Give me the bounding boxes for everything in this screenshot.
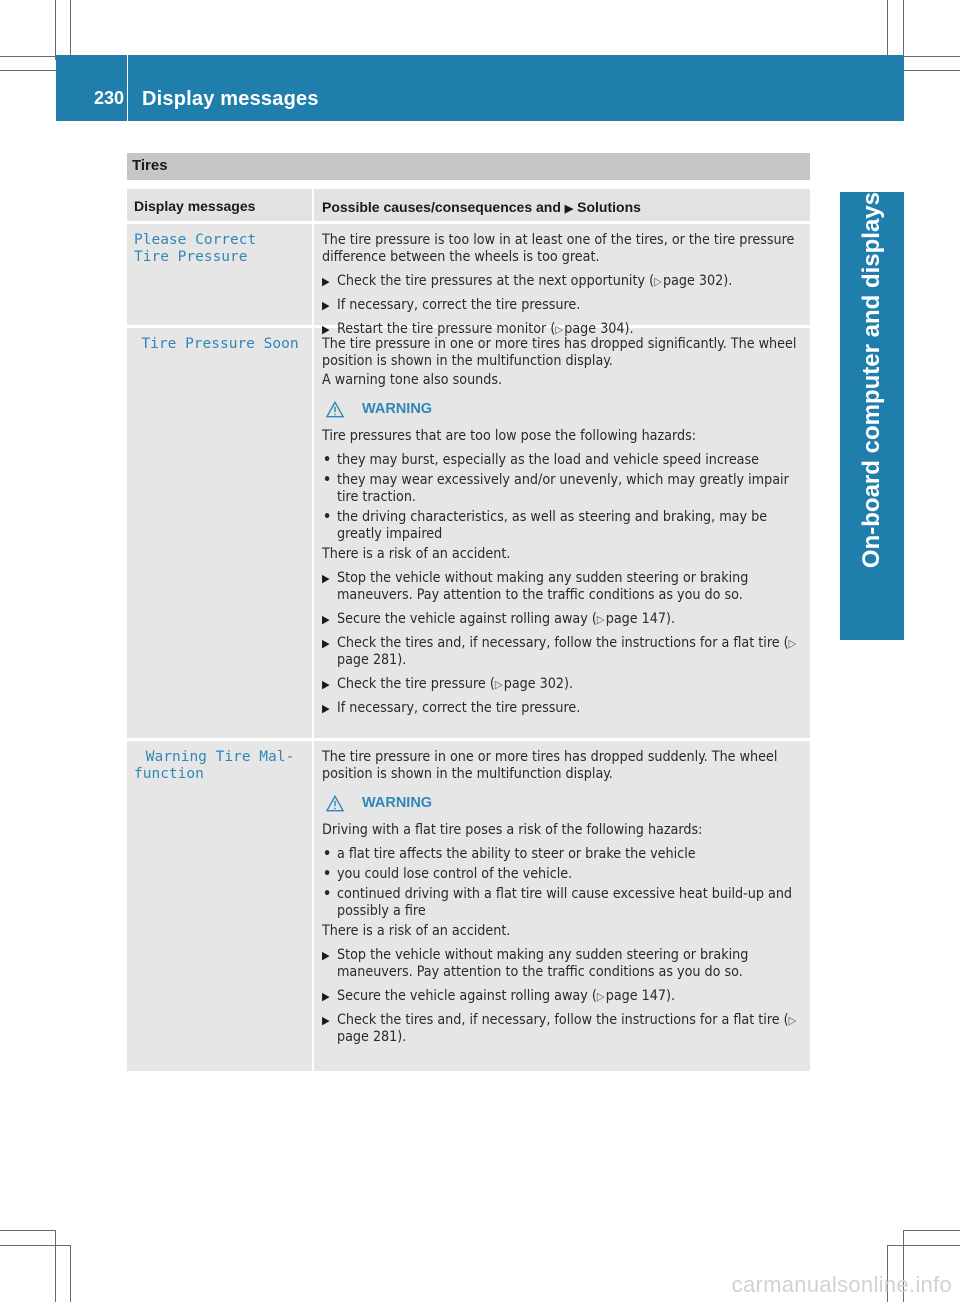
bullet-icon: • [323,452,332,468]
table-row [127,224,810,337]
crop-mark [903,56,960,57]
warning-heading [326,401,800,418]
warning-label: WARNING [362,795,433,811]
crop-mark [0,56,56,57]
bullet-icon: • [323,509,332,525]
cause-text: The tire pressure in one or more tires has dropped significantly. The wheel position is shown in the multifunction display. [322,336,797,369]
section-title-bar [127,153,810,180]
crop-mark [887,1245,960,1246]
bullet-icon: • [323,846,332,862]
cause-text: The tire pressure is too low in at least one of the tires, or the tire pressure difference between the wheels is too great. [322,232,795,265]
header-title: Display messages [142,88,319,110]
step-arrow-icon: ▶ [322,702,330,715]
crop-mark [0,1230,56,1231]
risk-text: There is a risk of an accident. [322,546,511,562]
display-message-line: Warning Tire Mal‑ [145,749,295,765]
crop-mark [903,70,960,71]
warning-label: WARNING [362,401,433,417]
step-arrow-icon: ▶ [322,949,330,962]
instruction-step: ▶ Check the tires and, if necessary, follow the instructions for a flat tire (▷ page 281). [322,1012,797,1045]
instruction-step: ▶ Check the tires and, if necessary, follow the instructions for a flat tire (▷ page 281). [322,635,797,668]
instruction-step: ▶ Check the tire pressure (▷ page 302). [322,676,574,692]
crop-mark [0,70,56,71]
hazard-bullet: • a flat tire affects the ability to steer or brake the vehicle [323,846,696,862]
step-arrow-icon: ▶ [322,990,330,1003]
bullet-icon: • [323,866,332,882]
crop-mark [55,1230,56,1302]
message-cell [127,328,314,738]
crop-mark [70,0,71,60]
page-ref-icon: ▷ [494,678,503,691]
risk-text: There is a risk of an accident. [322,923,511,939]
chapter-side-tab [840,192,904,640]
step-arrow-icon: ▶ [322,613,330,626]
hazard-bullet: • continued driving with a flat tire will cause excessive heat build-up and possibly a fire [323,886,793,919]
table-row [127,741,810,1071]
page-ref-icon: ▷ [788,1014,797,1027]
chapter-label: On-board computer and displays [858,192,885,569]
solution-cell [314,741,810,1071]
column-header-solutions [314,189,810,221]
crop-mark [0,1245,70,1246]
display-message-line: Tire Pressure [134,249,248,265]
column-header-messages: Display messages [127,189,314,221]
header-divider [127,55,128,121]
display-messages-table [127,189,810,1071]
bullet-icon: • [323,886,332,902]
instruction-step: ▶ Stop the vehicle without making any sudden steering or braking maneuvers. Pay attention to the traffic conditions as you do so. [322,570,749,603]
message-cell [127,741,314,1071]
warning-triangle-icon [326,795,344,812]
page-ref-icon: ▷ [555,323,563,336]
step-arrow-icon: ▶ [322,637,330,650]
instruction-step: ▶ Secure the vehicle against rolling away (▷ page 147). [322,988,676,1004]
warning-triangle-icon [326,401,344,418]
hazards-intro: Driving with a flat tire poses a risk of the following hazards: [322,822,703,838]
step-arrow-icon: ▶ [322,323,330,336]
hazard-bullet: • they may wear excessively and/or unevenly, which may greatly impair tire traction. [323,472,789,505]
page-ref-icon: ▷ [788,637,797,650]
hazard-bullet: • the driving characteristics, as well as steering and braking, may be greatly impaired [323,509,768,542]
hazards-intro: Tire pressures that are too low pose the following hazards: [322,428,697,444]
page-ref-icon: ▷ [596,613,605,626]
crop-mark [70,1245,71,1302]
warning-heading [326,795,800,812]
display-message-line: Please Correct [134,232,257,248]
cause-text: The tire pressure in one or more tires has dropped suddenly. The wheel position is shown in the multifunction display. [322,749,778,782]
column-header-solutions-suffix: Solutions [577,199,641,215]
crop-mark [55,0,56,60]
step-arrow-icon: ▶ [322,678,330,691]
display-message-line: function [134,766,204,782]
page-ref-icon: ▷ [596,990,605,1003]
instruction-step: ▶ Secure the vehicle against rolling away (▷ page 147). [322,611,676,627]
solution-cell [314,328,810,738]
step-arrow-icon: ▶ [322,1014,330,1027]
display-message-line: Tire Pressure Soon [141,336,299,352]
message-cell [127,224,314,325]
solution-arrow-icon: ▶ [564,203,574,215]
page-number: 230 [93,88,124,108]
page-ref-icon: ▷ [654,275,662,288]
crop-mark [903,0,904,60]
table-row [127,328,810,741]
instruction-step: ▶ If necessary, correct the tire pressure. [322,700,581,716]
crop-mark [903,1230,960,1231]
instruction-step: ▶ If necessary, correct the tire pressure. [322,297,581,313]
step-arrow-icon: ▶ [322,299,330,312]
instruction-step: ▶ Restart the tire pressure monitor (▷ page 304). [322,321,634,337]
column-header-solutions-prefix: Possible causes/consequences and [322,199,561,215]
cause-text: A warning tone also sounds. [322,372,503,388]
step-arrow-icon: ▶ [322,275,330,288]
crop-mark [887,0,888,60]
solution-cell [314,224,810,337]
section-title: Tires [132,157,168,174]
instruction-step: ▶ Stop the vehicle without making any sudden steering or braking maneuvers. Pay attention to the traffic conditions as you do so. [322,947,749,980]
watermark: carmanualsonline.info [731,1272,952,1297]
table-header-row [127,189,810,224]
page-header [56,55,904,121]
hazard-bullet: • they may burst, especially as the load and vehicle speed increase [323,452,760,468]
hazard-bullet: • you could lose control of the vehicle. [323,866,573,882]
step-arrow-icon: ▶ [322,572,330,585]
bullet-icon: • [323,472,332,488]
instruction-step: ▶ Check the tire pressures at the next opportunity (▷ page 302). [322,273,733,289]
